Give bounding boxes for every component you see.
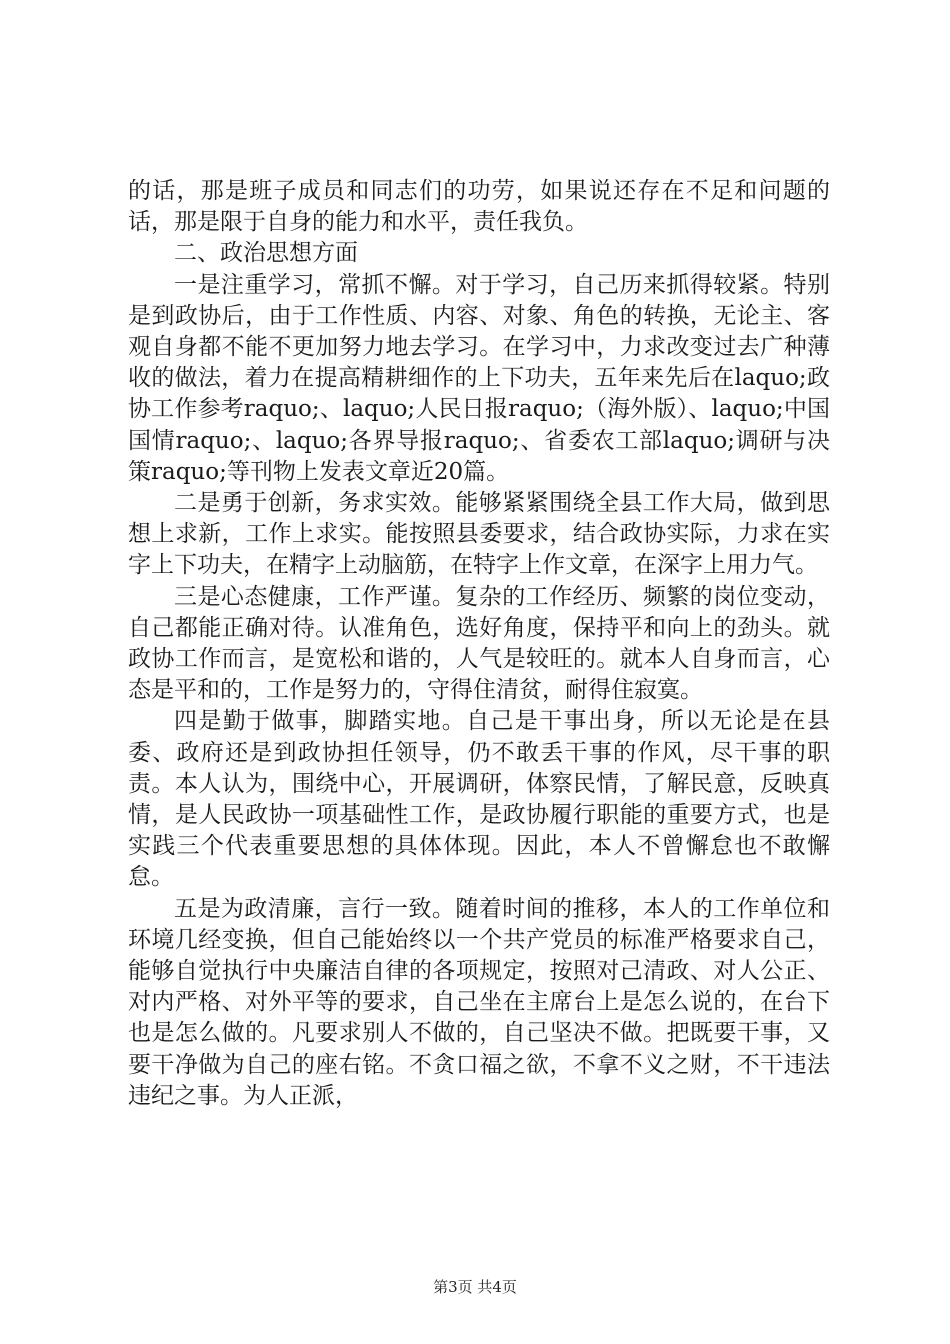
document-body xyxy=(128,176,830,1112)
paragraph-diligence: 四是勤于做事，脚踏实地。自己是干事出身，所以无论是在县委、政府还是到政协担任领导，仍不敢丢干事的作风，尽干事的职责。本人认为，围绕中心，开展调研，体察民情，了解民意，反映真情，是人民政协一项基础性工作，是政协履行职能的重要方式，也是实践三个代表重要思想的具体体现。因此，本人不曾懈怠也不敢懈怠。 xyxy=(128,708,830,891)
paragraph-integrity: 五是为政清廉，言行一致。随着时间的推移，本人的工作单位和环境几经变换，但自己能始终以一个共产党员的标准严格要求自己，能够自觉执行中央廉洁自律的各项规定，按照对己清政、对人公正、对内严格、对外平等的要求，自己坐在主席台上是怎么说的，在台下也是怎么做的。凡要求别人不做的，自己坚决不做。把既要干事，又要干净做为自己的座右铭。不贪口福之欲，不拿不义之财，不干违法违纪之事。为人正派， xyxy=(128,895,830,1109)
paragraph-mindset: 三是心态健康，工作严谨。复杂的工作经历、频繁的岗位变动，自己都能正确对待。认准角色，选好角度，保持平和向上的劲头。就政协工作而言，是宽松和谐的，人气是较旺的。就本人自身而言，心态是平和的，工作是努力的，守得住清贫，耐得住寂寞。 xyxy=(128,583,830,704)
paragraph-continuation: 的话，那是班子成员和同志们的功劳，如果说还存在不足和问题的话，那是限于自身的能力和水平，责任我负。 xyxy=(128,178,830,236)
paragraph-innovation: 二是勇于创新，务求实效。能够紧紧围绕全县工作大局，做到思想上求新，工作上求实。能按照县委要求，结合政协实际，力求在实字上下功夫，在精字上动脑筋，在特字上作文章，在深字上用力气。 xyxy=(128,490,830,579)
page-number-footer: 第3页 共4页 xyxy=(433,1278,517,1296)
section-heading: 二、政治思想方面 xyxy=(174,240,358,267)
paragraph-study: 一是注重学习，常抓不懈。对于学习，自己历来抓得较紧。特别是到政协后，由于工作性质、内容、对象、角色的转换，无论主、客观自身都不能不更加努力地去学习。在学习中，力求改变过去广种薄收的做法，着力在提高精耕细作的上下功夫，五年来先后在laquo;政协工作参考raquo;、laquo;人民日报raquo;（海外版）、laquo;中国国情raquo;、laquo;各界导报raquo;、省委农工部laquo;调研与决策raquo;等刊物上发表文章近20篇。 xyxy=(128,271,830,485)
